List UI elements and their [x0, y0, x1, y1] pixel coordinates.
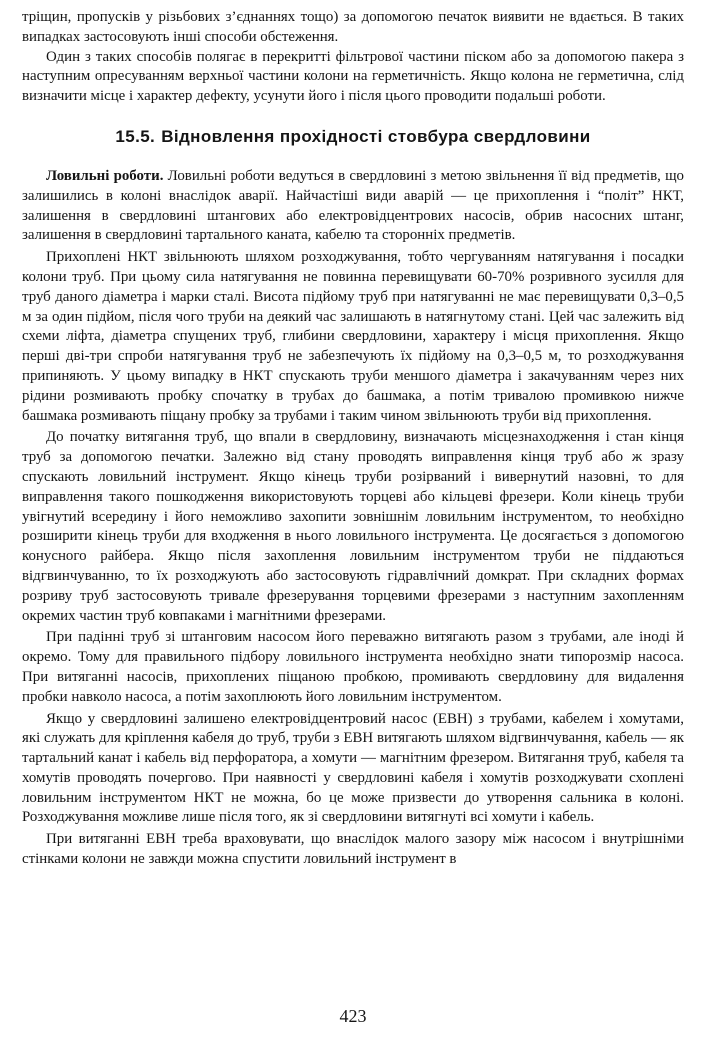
paragraph: При витяганні ЕВН треба враховувати, що внаслідок малого зазору між насосом і внутрішніми стінками колони не завжди можна спустити ловильний інструмент в [22, 831, 684, 868]
paragraph: Прихоплені НКТ звільнюють шляхом розходжування, тобто чергуванням натягування і посадки колони труб. При цьому сила натягування не повинна перевищувати 60-70% розривного зусилля для труб даного діаметра і марки сталі. Висота підйому труб при натягуванні не має перевищувати 0,3–0,5 м за один підйом, після чого труби на деякий час залишають в натягнутому стані. Цей час залежить від схеми ліфта, діаметра спущених труб, глибини свердловини, характеру і місця прихоплення. Якщо перші дві-три спроби натягування труб не забезпечують їх підйому на 0,3–0,5 м, то розходжування припиняють. У цьому випадку в НКТ спускають труби меншого діаметра і закачуванням через них рідини розмивають пробку спочатку в трубах до башмака, а потім тривалою промивкою нижче башмака розмивають піщану пробку за трубами і таким чином звільнюють труби від прихоплення. [22, 249, 684, 424]
paragraph: До початку витягання труб, що впали в свердловину, визначають місцезнаходження і стан кінця труб за допомогою печатки. Залежно від стану проводять виправлення кінця труб або ж зразу спускають ловильний інструмент. Якщо кінець труби розірваний і вивернутий назовні, то для виправлення такого пошкодження використовують торцеві або кільцеві фрезери. Коли кінець труби увігнутий всередину і його неможливо захопити зовнішнім ловильним інструментом, то необхідно розширити кінець труби для входження в нього ловильного інструмента. Це досягається з допомогою конусного райбера. Якщо після захоплення ловильним інструментом труби не піддаються відгвинчуванню, то їх розходжують або застосовують гідравлічний домкрат. При складних формах розриву труб застосовують тривале фрезерування торцевими фрезерами з наступним захопленням окремих частин труб ковпаками і магнітними фрезерами. [22, 429, 684, 624]
page-number: 423 [339, 1006, 367, 1026]
paragraph: Якщо у свердловині залишено електровідцентровий насос (ЕВН) з трубами, кабелем і хомутами, які служать для кріплення кабеля до труб, труби з ЕВН витягають шляхом відгвинчування, кабель — як тартальний канат і кабель від перфоратора, а хомути — магнітним фрезером. Витягання труб, кабеля та хомутів проводять почергово. При наявності у свердловині кабеля і хомутів розходжувати схоплені ловильним інструментом НКТ не можна, бо це може призвести до утворення сальника в колоні. Розходжування можливе лише після того, як зі свердловини витягнуті всі хомути і кабель. [22, 710, 684, 826]
paragraph: При падінні труб зі штанговим насосом його переважно витягають разом з трубами, але іноді й окремо. Тому для правильного підбору ловильного інструмента необхідно знати типорозмір насоса. При витяганні насосів, прихоплених піщаною пробкою, промивають свердловину для видалення пробки навколо насоса, а потім захоплюють його ловильним інструментом. [22, 629, 684, 705]
section-title: Відновлення прохідності стовбура свердловини [161, 126, 591, 146]
lead-paragraph-text: Ловильні роботи ведуться в свердловині з метою звільнення її від предметів, що залишились в колоні внаслідок аварії. Найчастіші види аварій — це прихоплення і “політ” НКТ, залишення в свердловині штангових або електровідцентрових насосів, обрив насосних штанг, залишення в свердловині тартального каната, кабелю та сторонніх предметів. [22, 167, 684, 244]
section-number: 15.5. [115, 126, 156, 146]
paragraph-continued: тріщин, пропусків у різьбових з’єднаннях тощо) за допомогою печаток виявити не вдається. В таких випадках застосовують інші способи обстеження. [22, 9, 684, 45]
paragraph: Один з таких способів полягає в перекритті фільтрової частини піском або за допомогою пакера з наступним опресуванням верхньої частини колони на герметичність. Якщо колона не герметична, слід визначити місце і характер дефекту, усунути його і після цього проводити подальші роботи. [22, 48, 684, 105]
lead-paragraph [22, 167, 684, 246]
lead-phrase: Ловильні роботи. [46, 167, 164, 184]
page-content [22, 8, 684, 870]
section-heading [22, 127, 684, 147]
